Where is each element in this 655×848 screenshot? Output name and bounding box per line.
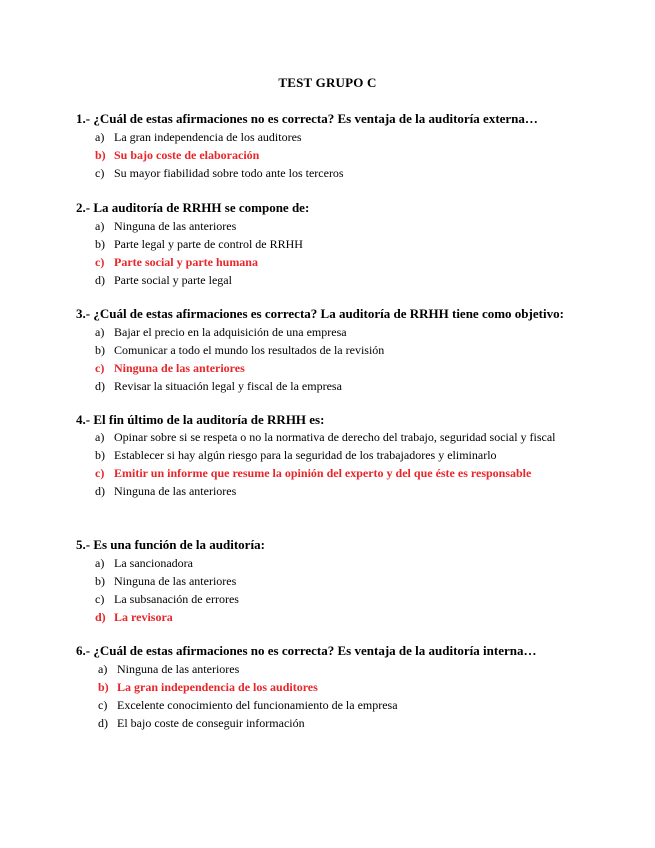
question-1 <box>76 110 591 182</box>
option-2a: a) Ninguna de las anteriores <box>95 219 237 233</box>
option-5c: c) La subsanación de errores <box>95 592 239 606</box>
question-3-text: 3.- ¿Cuál de estas afirmaciones es correcta? La auditoría de RRHH tiene como objetivo: <box>76 306 564 321</box>
question-5-text: 5.- Es una función de la auditoría: <box>76 537 265 552</box>
option-1a: a) La gran independencia de los auditores <box>95 130 302 144</box>
question-5 <box>76 536 591 626</box>
option-4c-correct: c) Emitir un informe que resume la opinión del experto y del que éste es responsable <box>95 466 532 480</box>
question-5-options <box>76 554 591 626</box>
option-5a: a) La sancionadora <box>95 556 193 570</box>
question-2-text: 2.- La auditoría de RRHH se compone de: <box>76 200 310 215</box>
question-4 <box>76 411 591 500</box>
option-6d: d) El bajo coste de conseguir información <box>98 716 305 730</box>
question-1-text: 1.- ¿Cuál de estas afirmaciones no es correcta? Es ventaja de la auditoría externa… <box>76 111 538 126</box>
question-3 <box>76 305 591 395</box>
question-2-options <box>76 217 591 289</box>
question-6-text: 6.- ¿Cuál de estas afirmaciones no es correcta? Es ventaja de la auditoría interna… <box>76 643 537 658</box>
option-2b: b) Parte legal y parte de control de RRHH <box>95 237 303 251</box>
question-4-options <box>76 429 591 500</box>
option-6c: c) Excelente conocimiento del funcionamiento de la empresa <box>98 698 398 712</box>
question-1-options <box>76 128 591 182</box>
option-3b: b) Comunicar a todo el mundo los resultados de la revisión <box>95 343 385 357</box>
option-1c: c) Su mayor fiabilidad sobre todo ante los terceros <box>95 166 344 180</box>
option-3a: a) Bajar el precio en la adquisición de una empresa <box>95 325 347 339</box>
option-3c-correct: c) Ninguna de las anteriores <box>95 361 245 375</box>
option-4a: a) Opinar sobre si se respeta o no la normativa de derecho del trabajo, seguridad social y fiscal <box>95 430 556 444</box>
question-6 <box>76 642 591 732</box>
option-2d: d) Parte social y parte legal <box>95 273 232 287</box>
option-2c-correct: c) Parte social y parte humana <box>95 255 258 269</box>
option-6a: a) Ninguna de las anteriores <box>98 662 240 676</box>
option-4d: d) Ninguna de las anteriores <box>95 484 237 498</box>
option-4b: b) Establecer si hay algún riesgo para la seguridad de los trabajadores y eliminarlo <box>95 448 497 462</box>
question-3-options <box>76 323 591 395</box>
question-2 <box>76 199 591 289</box>
option-3d: d) Revisar la situación legal y fiscal de la empresa <box>95 379 342 393</box>
option-5b: b) Ninguna de las anteriores <box>95 574 237 588</box>
question-4-text: 4.- El fin último de la auditoría de RRHH es: <box>76 412 325 427</box>
option-1b-correct: b) Su bajo coste de elaboración <box>95 148 260 162</box>
question-6-options <box>76 660 591 732</box>
page-title: TEST GRUPO C <box>278 75 377 90</box>
option-6b-correct: b) La gran independencia de los auditores <box>98 680 318 694</box>
option-5d-correct: d) La revisora <box>95 610 173 624</box>
